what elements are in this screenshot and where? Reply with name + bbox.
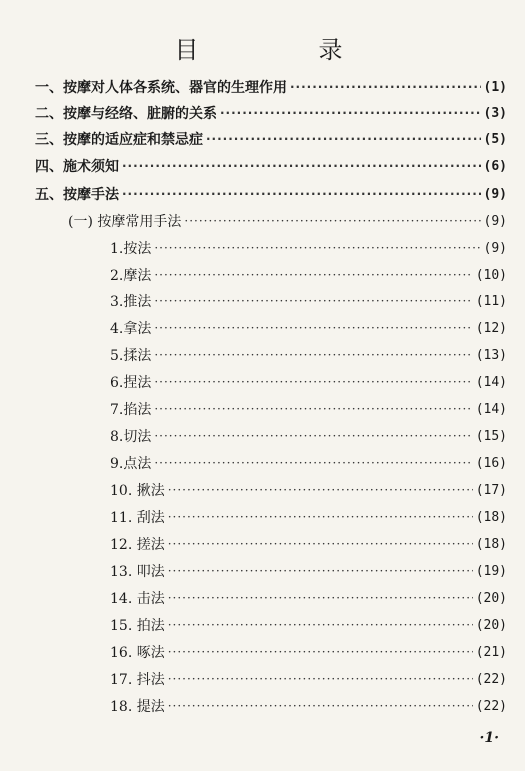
- dot-leader: [168, 618, 473, 632]
- toc-page-number: (11): [475, 293, 507, 309]
- toc-entry-label: 14. 击法: [110, 591, 165, 607]
- dot-leader: [154, 456, 472, 470]
- dot-leader: [290, 80, 481, 94]
- toc-entry: [35, 183, 507, 205]
- toc-entry-label: 15. 拍法: [110, 618, 165, 634]
- dot-leader: [168, 672, 473, 686]
- toc-entry: [110, 317, 507, 339]
- toc-entry: [110, 237, 507, 259]
- toc-entry-label: 四、施术须知: [35, 159, 119, 175]
- toc-entry: [110, 533, 507, 555]
- toc-entry-label: 18. 提法: [110, 699, 165, 715]
- toc-page-number: (22): [475, 698, 507, 714]
- toc-entry-label: 1.按法: [110, 241, 152, 257]
- toc-entry-label: 二、按摩与经络、脏腑的关系: [35, 106, 217, 122]
- toc-page-number: (20): [475, 590, 507, 606]
- toc-entry-label: 7.掐法: [110, 402, 152, 418]
- dot-leader: [122, 187, 481, 201]
- toc-entry: [110, 560, 507, 582]
- toc-entry-label: 12. 搓法: [110, 537, 165, 553]
- toc-entry-label: 5.揉法: [110, 348, 152, 364]
- dot-leader: [154, 294, 472, 308]
- toc-entry: [110, 371, 507, 393]
- toc-page-number: (9): [483, 213, 507, 229]
- dot-leader: [154, 375, 472, 389]
- dot-leader: [220, 106, 481, 120]
- toc-page-number: (19): [475, 563, 507, 579]
- toc-page-number: (14): [475, 374, 507, 390]
- dot-leader: [168, 564, 473, 578]
- dot-leader: [168, 537, 473, 551]
- toc-entry: [110, 425, 507, 447]
- toc-page-number: (13): [475, 347, 507, 363]
- toc-entry: [110, 452, 507, 474]
- dot-leader: [154, 321, 472, 335]
- toc-entry-label: 2.摩法: [110, 268, 152, 284]
- dot-leader: [154, 402, 472, 416]
- page-title: 目 录: [174, 36, 391, 64]
- dot-leader: [206, 132, 481, 146]
- toc-entry: [35, 102, 507, 124]
- toc-page-number: (9): [483, 186, 507, 202]
- toc-entry: [110, 587, 507, 609]
- dot-leader: [154, 429, 472, 443]
- dot-leader: [168, 510, 473, 524]
- toc-page-number: (14): [475, 401, 507, 417]
- toc-entry: [110, 641, 507, 663]
- toc-entry-label: 3.推法: [110, 294, 152, 310]
- toc-entry: [110, 264, 507, 286]
- dot-leader: [168, 645, 473, 659]
- toc-page-number: (20): [475, 617, 507, 633]
- toc-page-number: (1): [483, 79, 507, 95]
- toc-entry: [35, 76, 507, 98]
- toc-entry-label: 三、按摩的适应症和禁忌症: [35, 132, 203, 148]
- toc-page-number: (17): [475, 482, 507, 498]
- toc-page-number: (3): [483, 105, 507, 121]
- toc-entry: [110, 344, 507, 366]
- toc-page-number: (10): [475, 267, 507, 283]
- toc-page-number: (18): [475, 536, 507, 552]
- toc-entry: [68, 210, 507, 232]
- dot-leader: [122, 159, 481, 173]
- toc-entry-label: 6.捏法: [110, 375, 152, 391]
- toc-page-number: (6): [483, 158, 507, 174]
- toc-page-number: (18): [475, 509, 507, 525]
- toc-entry-label: 16. 啄法: [110, 645, 165, 661]
- toc-entry: [110, 479, 507, 501]
- toc-page-number: (16): [475, 455, 507, 471]
- toc-entry: [110, 614, 507, 636]
- toc-entry: [110, 695, 507, 717]
- toc-entry-label: 五、按摩手法: [35, 187, 119, 203]
- toc-entry: [110, 290, 507, 312]
- toc-entry-label: 17. 抖法: [110, 672, 165, 688]
- toc-entry-label: 11. 刮法: [110, 510, 165, 526]
- toc-page-number: (9): [483, 240, 507, 256]
- toc-entry: [110, 668, 507, 690]
- toc-entry-label: 10. 揪法: [110, 483, 165, 499]
- dot-leader: [154, 268, 472, 282]
- toc-entry: [110, 506, 507, 528]
- dot-leader: [154, 241, 480, 255]
- dot-leader: [168, 699, 473, 713]
- toc-entry-label: (一) 按摩常用手法: [68, 214, 182, 230]
- toc-page-number: (22): [475, 671, 507, 687]
- toc-page-number: (5): [483, 131, 507, 147]
- dot-leader: [154, 348, 472, 362]
- toc-page-number: (12): [475, 320, 507, 336]
- toc-entry-label: 8.切法: [110, 429, 152, 445]
- toc-entry-label: 4.拿法: [110, 321, 152, 337]
- dot-leader: [168, 483, 473, 497]
- page-folio: ·1·: [479, 730, 499, 746]
- toc-entry-label: 一、按摩对人体各系统、器官的生理作用: [35, 80, 287, 96]
- toc-entry-label: 9.点法: [110, 456, 152, 472]
- toc-entry-label: 13. 叩法: [110, 564, 165, 580]
- dot-leader: [184, 214, 480, 228]
- dot-leader: [168, 591, 473, 605]
- toc-entry: [35, 155, 507, 177]
- toc-page-number: (21): [475, 644, 507, 660]
- toc-entry: [110, 398, 507, 420]
- toc-page-number: (15): [475, 428, 507, 444]
- toc-entry: [35, 128, 507, 150]
